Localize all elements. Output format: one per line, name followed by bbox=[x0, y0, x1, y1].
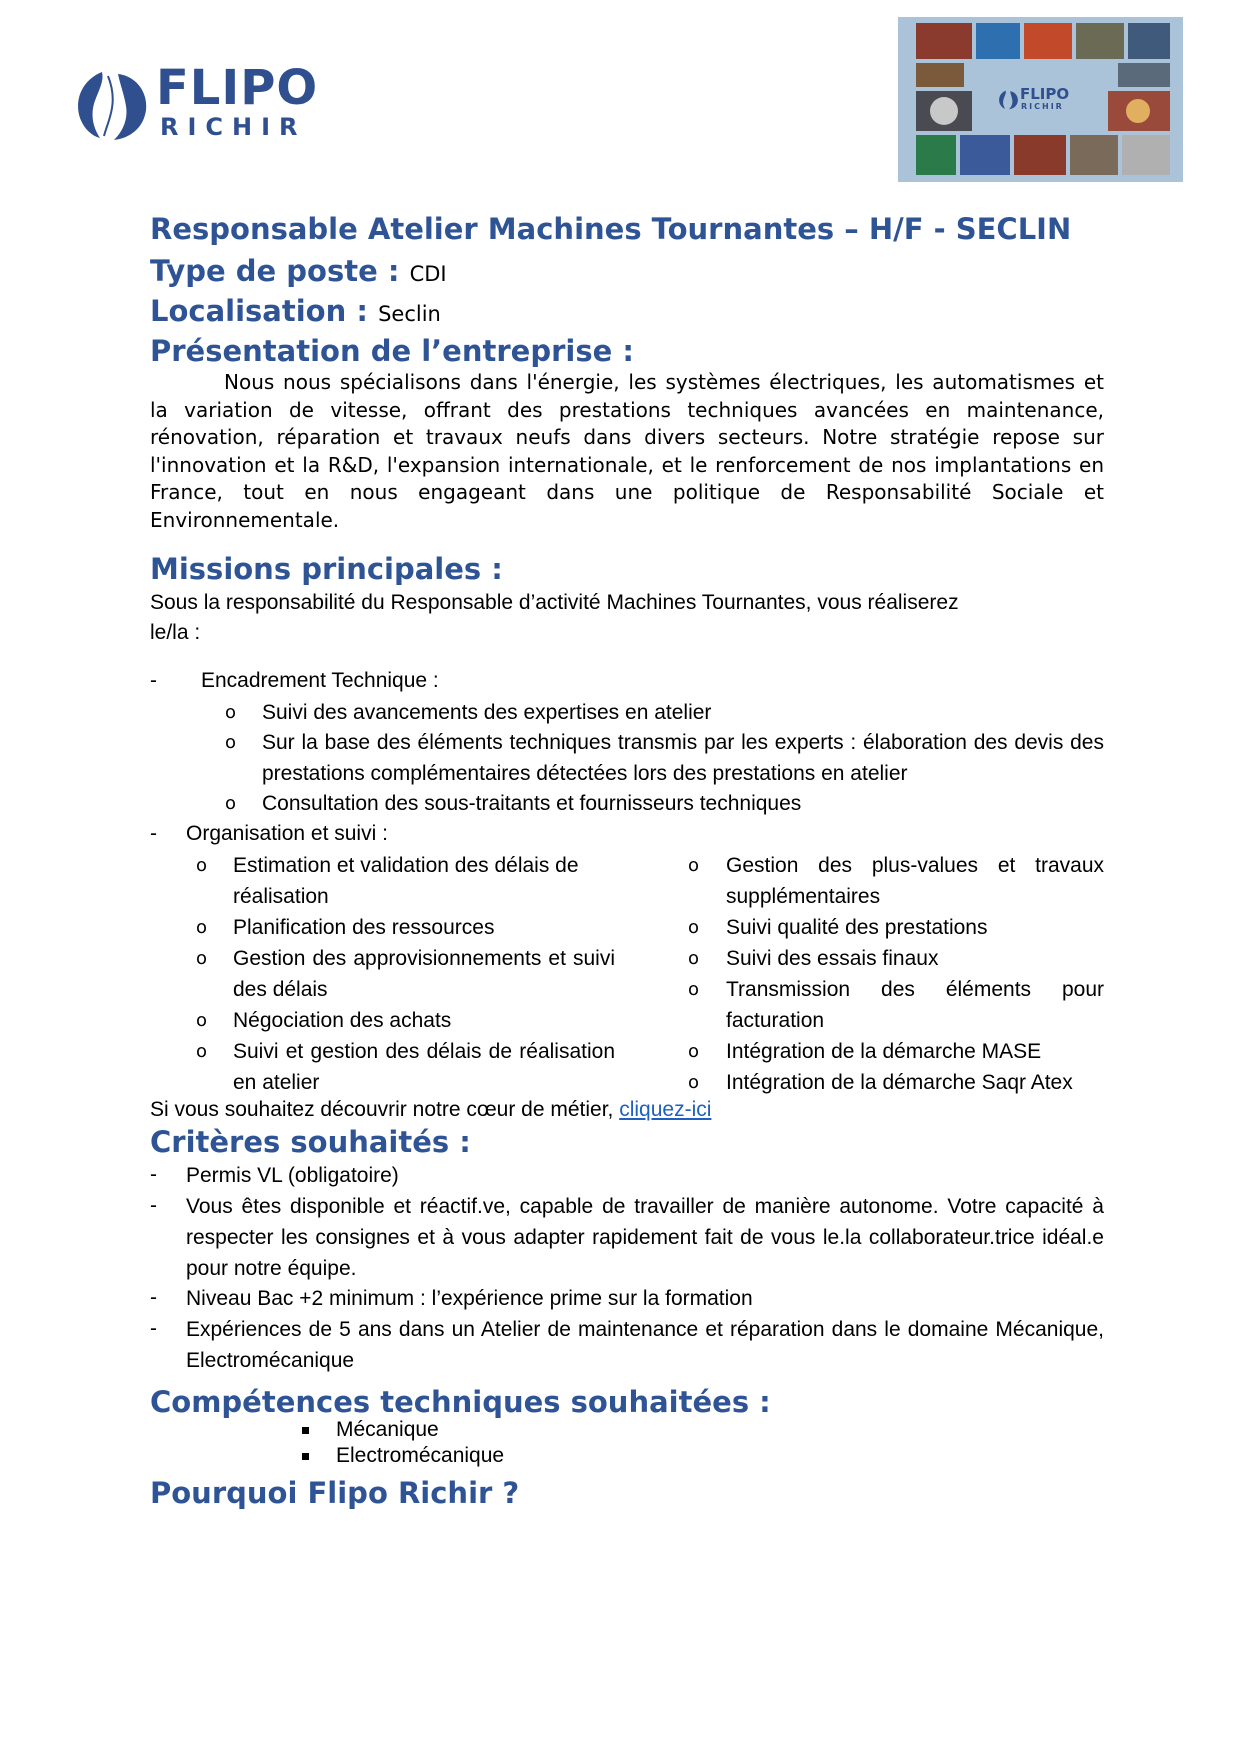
skill-item: Mécanique bbox=[336, 1418, 439, 1441]
collage-logo-flipo: FLIPO bbox=[1020, 85, 1070, 103]
collage-logo bbox=[996, 85, 1084, 115]
skill-item: Electromécanique bbox=[336, 1444, 505, 1467]
skills-heading: Compétences techniques souhaitées : bbox=[150, 1385, 771, 1419]
missions-intro-line2: le/la : bbox=[150, 621, 201, 644]
location-label: Localisation : bbox=[150, 294, 368, 328]
organisation-right-item: Intégration de la démarche MASE bbox=[726, 1040, 1042, 1063]
circle-bullet: o bbox=[196, 1010, 208, 1031]
encadrement-item: Suivi des avancements des expertises en atelier bbox=[262, 701, 712, 724]
circle-bullet: o bbox=[688, 948, 700, 969]
discover-link[interactable]: cliquez-ici bbox=[619, 1098, 712, 1121]
circle-bullet: o bbox=[225, 702, 237, 723]
square-bullet-icon bbox=[302, 1427, 309, 1434]
circle-bullet: o bbox=[225, 732, 237, 753]
organisation-left-item: Gestion des approvisionnements et suivi des délais bbox=[233, 947, 615, 1001]
organisation-left-item: Planification des ressources bbox=[233, 916, 495, 939]
circle-bullet: o bbox=[688, 1072, 700, 1093]
missions-intro-line1: Sous la responsabilité du Responsable d’activité Machines Tournantes, vous réaliserez bbox=[150, 591, 959, 614]
organisation-left-item: Estimation et validation des délais de réalisation bbox=[233, 854, 579, 908]
organisation-left-item: Négociation des achats bbox=[233, 1009, 452, 1032]
presentation-text: Nous nous spécialisons dans l'énergie, les systèmes électriques, les automatismes et la variation de vitesse, offrant des prestations techniques avancées en maintenance, rénovation, réparation et travaux neufs dans divers secteurs. Notre stratégie repose sur l'innovation et la R&D, l'expansion internationale, et le renforcement de nos implantations en France, tout en nous engageant dans une politique de Responsabilité Sociale et Environnementale. bbox=[150, 370, 1104, 532]
discover-text: Si vous souhaitez découvrir notre cœur de métier, bbox=[150, 1098, 614, 1121]
circle-bullet: o bbox=[688, 917, 700, 938]
dash-bullet: - bbox=[150, 822, 157, 845]
organisation-right-item: Gestion des plus-values et travaux supplémentaires bbox=[726, 854, 1104, 908]
circle-bullet: o bbox=[196, 917, 208, 938]
dash-bullet: - bbox=[150, 1317, 157, 1340]
location-value: Seclin bbox=[378, 302, 441, 326]
dash-bullet: - bbox=[150, 1163, 157, 1186]
location-row bbox=[150, 293, 441, 332]
circle-bullet: o bbox=[688, 979, 700, 1000]
organisation-right-item: Suivi des essais finaux bbox=[726, 947, 939, 970]
criteria-item: Niveau Bac +2 minimum : l’expérience prime sur la formation bbox=[186, 1287, 753, 1310]
contract-type-row bbox=[150, 253, 447, 292]
organisation-right-item: Suivi qualité des prestations bbox=[726, 916, 988, 939]
missions-heading: Missions principales : bbox=[150, 552, 503, 586]
photo-collage bbox=[898, 17, 1183, 182]
dash-bullet: - bbox=[150, 1194, 157, 1217]
dash-bullet: - bbox=[150, 1286, 157, 1309]
organisation-label: Organisation et suivi : bbox=[186, 822, 388, 845]
organisation-right-item: Transmission des éléments pour facturation bbox=[726, 978, 1104, 1032]
contract-type-label: Type de poste : bbox=[150, 254, 400, 288]
organisation-right-item: Intégration de la démarche Saqr Atex bbox=[726, 1071, 1073, 1094]
circle-bullet: o bbox=[196, 1041, 208, 1062]
collage-logo-richir: RICHIR bbox=[1021, 102, 1064, 111]
logo-mark-icon bbox=[74, 66, 154, 146]
encadrement-item: Consultation des sous-traitants et fournisseurs techniques bbox=[262, 792, 802, 815]
company-logo bbox=[74, 62, 334, 142]
criteria-heading: Critères souhaités : bbox=[150, 1125, 471, 1159]
circle-bullet: o bbox=[196, 855, 208, 876]
circle-bullet: o bbox=[688, 1041, 700, 1062]
logo-text-flipo: FLIPO bbox=[156, 60, 319, 116]
encadrement-label: Encadrement Technique : bbox=[201, 669, 439, 692]
encadrement-item: Sur la base des éléments techniques transmis par les experts : élaboration des devis des prestations complémentaires détectées lors des prestations en atelier bbox=[262, 731, 1104, 785]
organisation-left-item: Suivi et gestion des délais de réalisation en atelier bbox=[233, 1040, 615, 1094]
dash-bullet: - bbox=[150, 669, 157, 692]
discover-line bbox=[150, 1095, 711, 1125]
why-heading: Pourquoi Flipo Richir ? bbox=[150, 1476, 520, 1510]
job-title: Responsable Atelier Machines Tournantes – H/F - SECLIN bbox=[150, 212, 1072, 246]
logo-text-richir: RICHIR bbox=[160, 113, 307, 141]
criteria-item: Vous êtes disponible et réactif.ve, capable de travailler de manière autonome. Votre capacité à respecter les consignes et à vous adapter rapidement fait de vous le.la collaborateur.trice idéal.e pour notre équipe. bbox=[186, 1195, 1104, 1280]
presentation-heading: Présentation de l’entreprise : bbox=[150, 334, 634, 368]
square-bullet-icon bbox=[302, 1453, 309, 1460]
criteria-item: Permis VL (obligatoire) bbox=[186, 1164, 399, 1187]
contract-type-value: CDI bbox=[409, 262, 447, 286]
criteria-item: Expériences de 5 ans dans un Atelier de maintenance et réparation dans le domaine Mécanique, Electromécanique bbox=[186, 1318, 1104, 1372]
circle-bullet: o bbox=[225, 793, 237, 814]
circle-bullet: o bbox=[196, 948, 208, 969]
collage-logo-mark-icon bbox=[998, 87, 1020, 113]
circle-bullet: o bbox=[688, 855, 700, 876]
